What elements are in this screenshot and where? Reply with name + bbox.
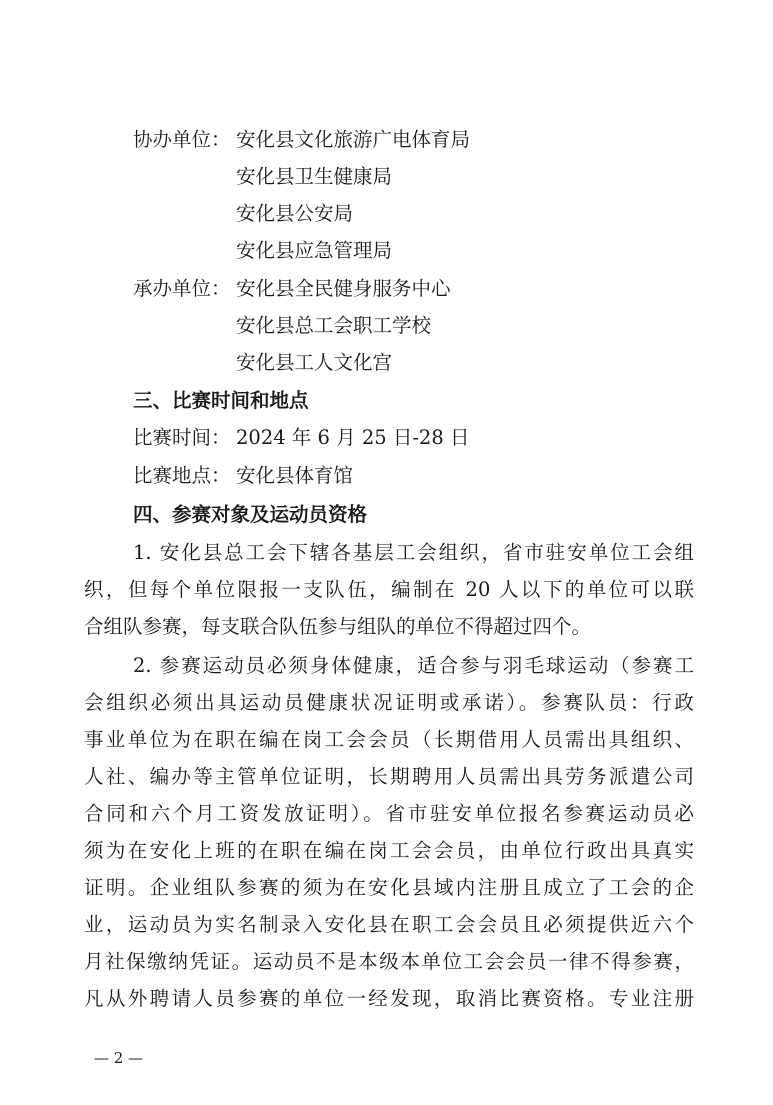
organizer-label: 承办单位： — [133, 277, 231, 300]
paragraph-line: 1. 安化县总工会下辖各基层工会组织，省市驻安单位工会组 — [133, 541, 694, 564]
paragraph-line: 须为在安化上班的在职在编在岗工会会员，由单位行政出具真实 — [84, 839, 694, 862]
place-value: 安化县体育馆 — [236, 464, 354, 487]
organizer-unit: 安化县总工会职工学校 — [236, 314, 432, 337]
place-label: 比赛地点： — [133, 464, 231, 487]
organizer-unit: 安化县工人文化宫 — [236, 351, 393, 374]
section-heading: 三、比赛时间和地点 — [133, 389, 309, 412]
paragraph-line: 证明。企业组队参赛的须为在安化县域内注册且成立了工会的企 — [84, 876, 694, 899]
paragraph-line: 织，但每个单位限报一支队伍，编制在 20 人以下的单位可以联 — [84, 578, 694, 601]
page-number: — 2 — — [94, 1049, 144, 1067]
cohost-unit: 安化县应急管理局 — [236, 239, 393, 262]
paragraph-line: 凡从外聘请人员参赛的单位一经发现，取消比赛资格。专业注册 — [84, 987, 694, 1010]
cohost-label: 协办单位： — [133, 128, 231, 151]
cohost-unit: 安化县公安局 — [236, 202, 354, 225]
paragraph-line: 月社保缴纳凭证。运动员不是本级本单位工会会员一律不得参赛， — [84, 950, 694, 973]
paragraph-line: 会组织必须出具运动员健康状况证明或承诺）。参赛队员：行政 — [84, 691, 694, 714]
section-heading: 四、参赛对象及运动员资格 — [133, 503, 368, 526]
paragraph-line: 事业单位为在职在编在岗工会会员（长期借用人员需出具组织、 — [84, 728, 694, 751]
paragraph-line: 人社、编办等主管单位证明，长期聘用人员需出具劳务派遣公司 — [84, 765, 694, 788]
paragraph-line: 合同和六个月工资发放证明）。省市驻安单位报名参赛运动员必 — [84, 802, 694, 825]
paragraph-line: 合组队参赛，每支联合队伍参与组队的单位不得超过四个。 — [84, 615, 592, 638]
cohost-unit: 安化县卫生健康局 — [236, 165, 393, 188]
organizer-unit: 安化县全民健身服务中心 — [236, 277, 451, 300]
paragraph-line: 2. 参赛运动员必须身体健康，适合参与羽毛球运动（参赛工 — [133, 654, 694, 677]
cohost-unit: 安化县文化旅游广电体育局 — [236, 128, 471, 151]
time-value: 2024 年 6 月 25 日-28 日 — [236, 426, 470, 449]
paragraph-line: 业，运动员为实名制录入安化县在职工会会员且必须提供近六个 — [84, 913, 694, 936]
time-label: 比赛时间： — [133, 426, 231, 449]
